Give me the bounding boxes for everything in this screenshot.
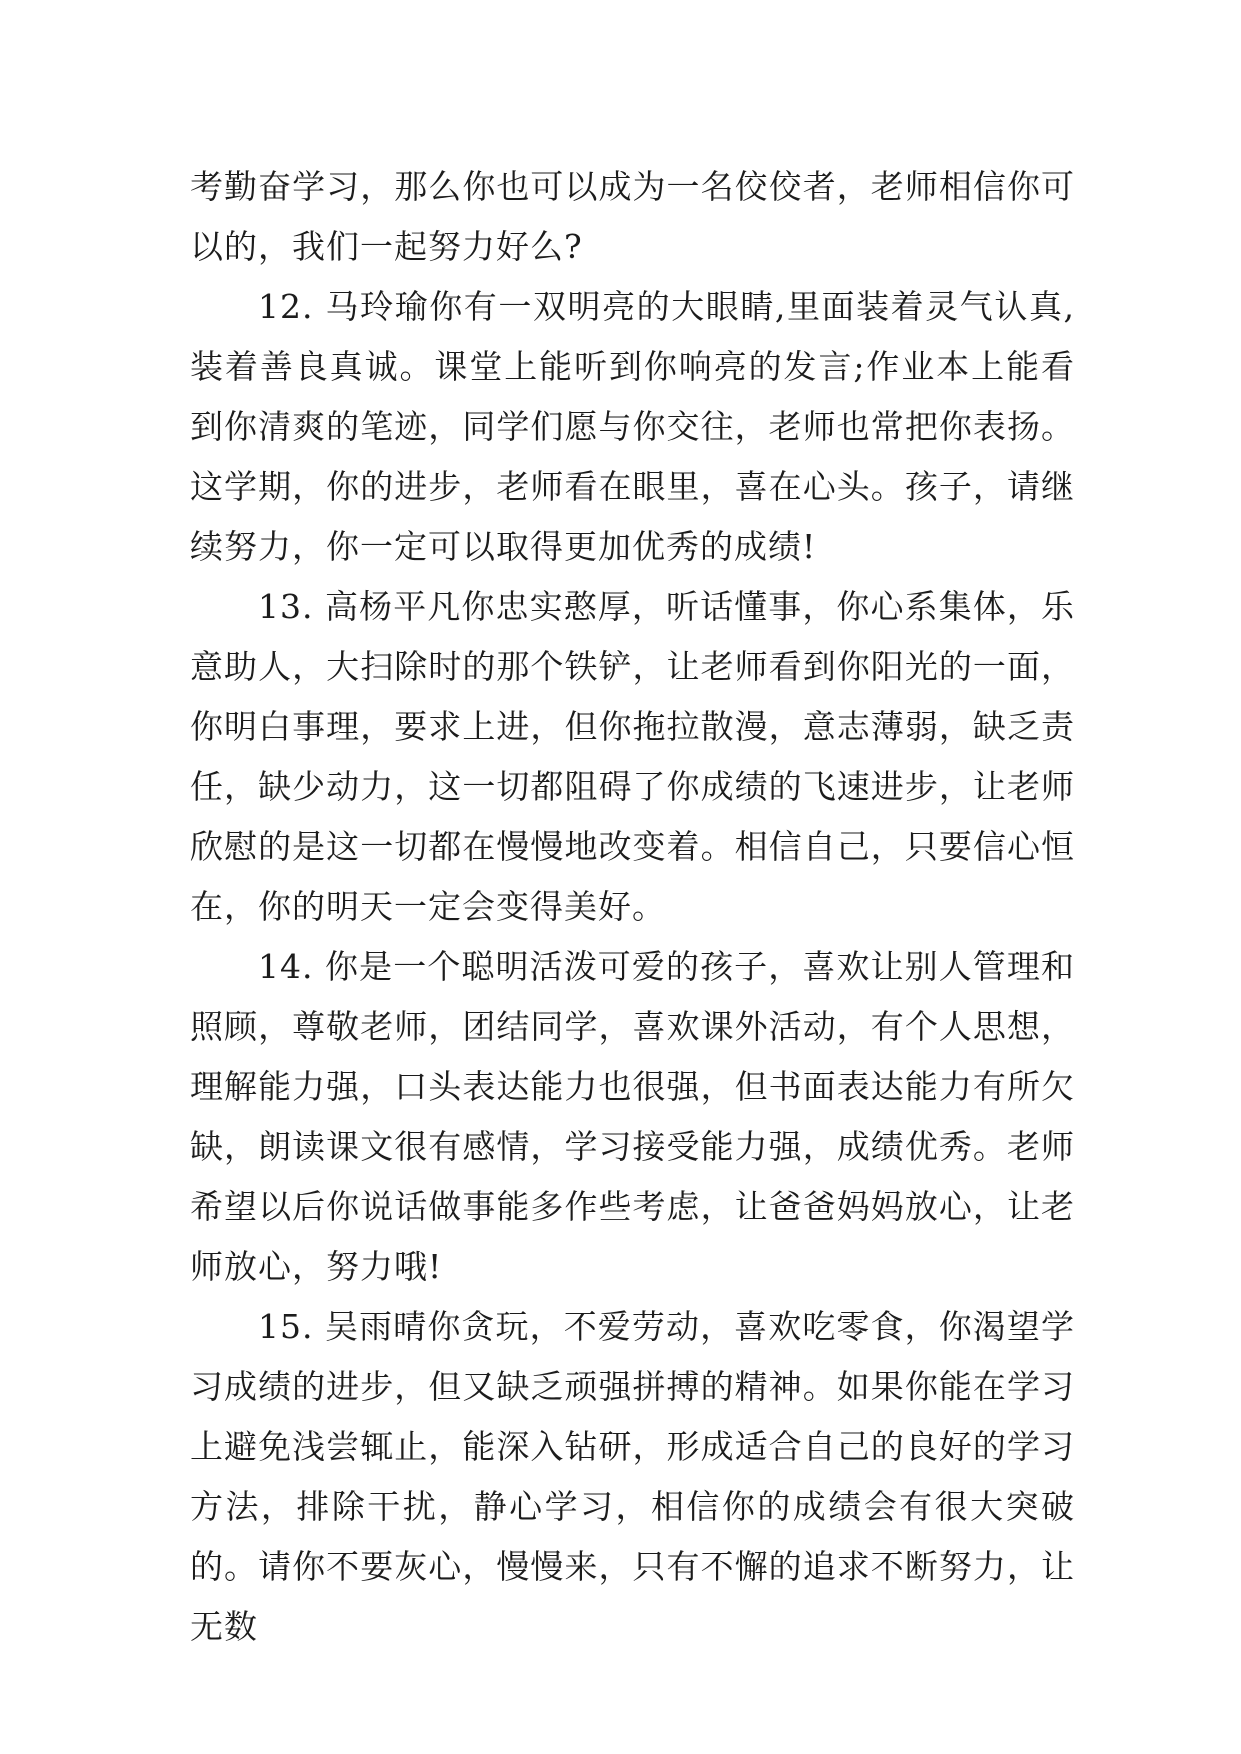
- paragraph-continuation: 考勤奋学习，那么你也可以成为一名佼佼者，老师相信你可以的，我们一起努力好么?: [190, 167, 1075, 266]
- paragraph-comment-15: 15. 吴雨晴你贪玩，不爱劳动，喜欢吃零食，你渴望学习成绩的进步，但又缺乏顽强拼搏的精神。如果你能在学习上避免浅尝辄止，能深入钻研，形成适合自己的良好的学习方法，排除干扰，静心学习，相信你的成绩会有很大突破的。请你不要灰心，慢慢来，只有不懈的追求不断努力，让无数: [190, 1307, 1075, 1646]
- body-text: [190, 157, 1075, 1657]
- paragraph-comment-13: 13. 高杨平凡你忠实憨厚，听话懂事，你心系集体，乐意助人，大扫除时的那个铁铲，让老师看到你阳光的一面，你明白事理，要求上进，但你拖拉散漫，意志薄弱，缺乏责任，缺少动力，这一切都阻碍了你成绩的飞速进步，让老师欣慰的是这一切都在慢慢地改变着。相信自己，只要信心恒在，你的明天一定会变得美好。: [190, 587, 1075, 926]
- paragraph-comment-14: 14. 你是一个聪明活泼可爱的孩子，喜欢让别人管理和照顾，尊敬老师，团结同学，喜欢课外活动，有个人思想，理解能力强，口头表达能力也很强，但书面表达能力有所欠缺，朗读课文很有感情，学习接受能力强，成绩优秀。老师希望以后你说话做事能多作些考虑，让爸爸妈妈放心，让老师放心，努力哦!: [190, 947, 1075, 1286]
- paragraph-comment-12: 12. 马玲瑜你有一双明亮的大眼睛,里面装着灵气认真,装着善良真诚。课堂上能听到你响亮的发言;作业本上能看到你清爽的笔迹，同学们愿与你交往，老师也常把你表扬。这学期，你的进步，老师看在眼里，喜在心头。孩子，请继续努力，你一定可以取得更加优秀的成绩!: [190, 287, 1075, 566]
